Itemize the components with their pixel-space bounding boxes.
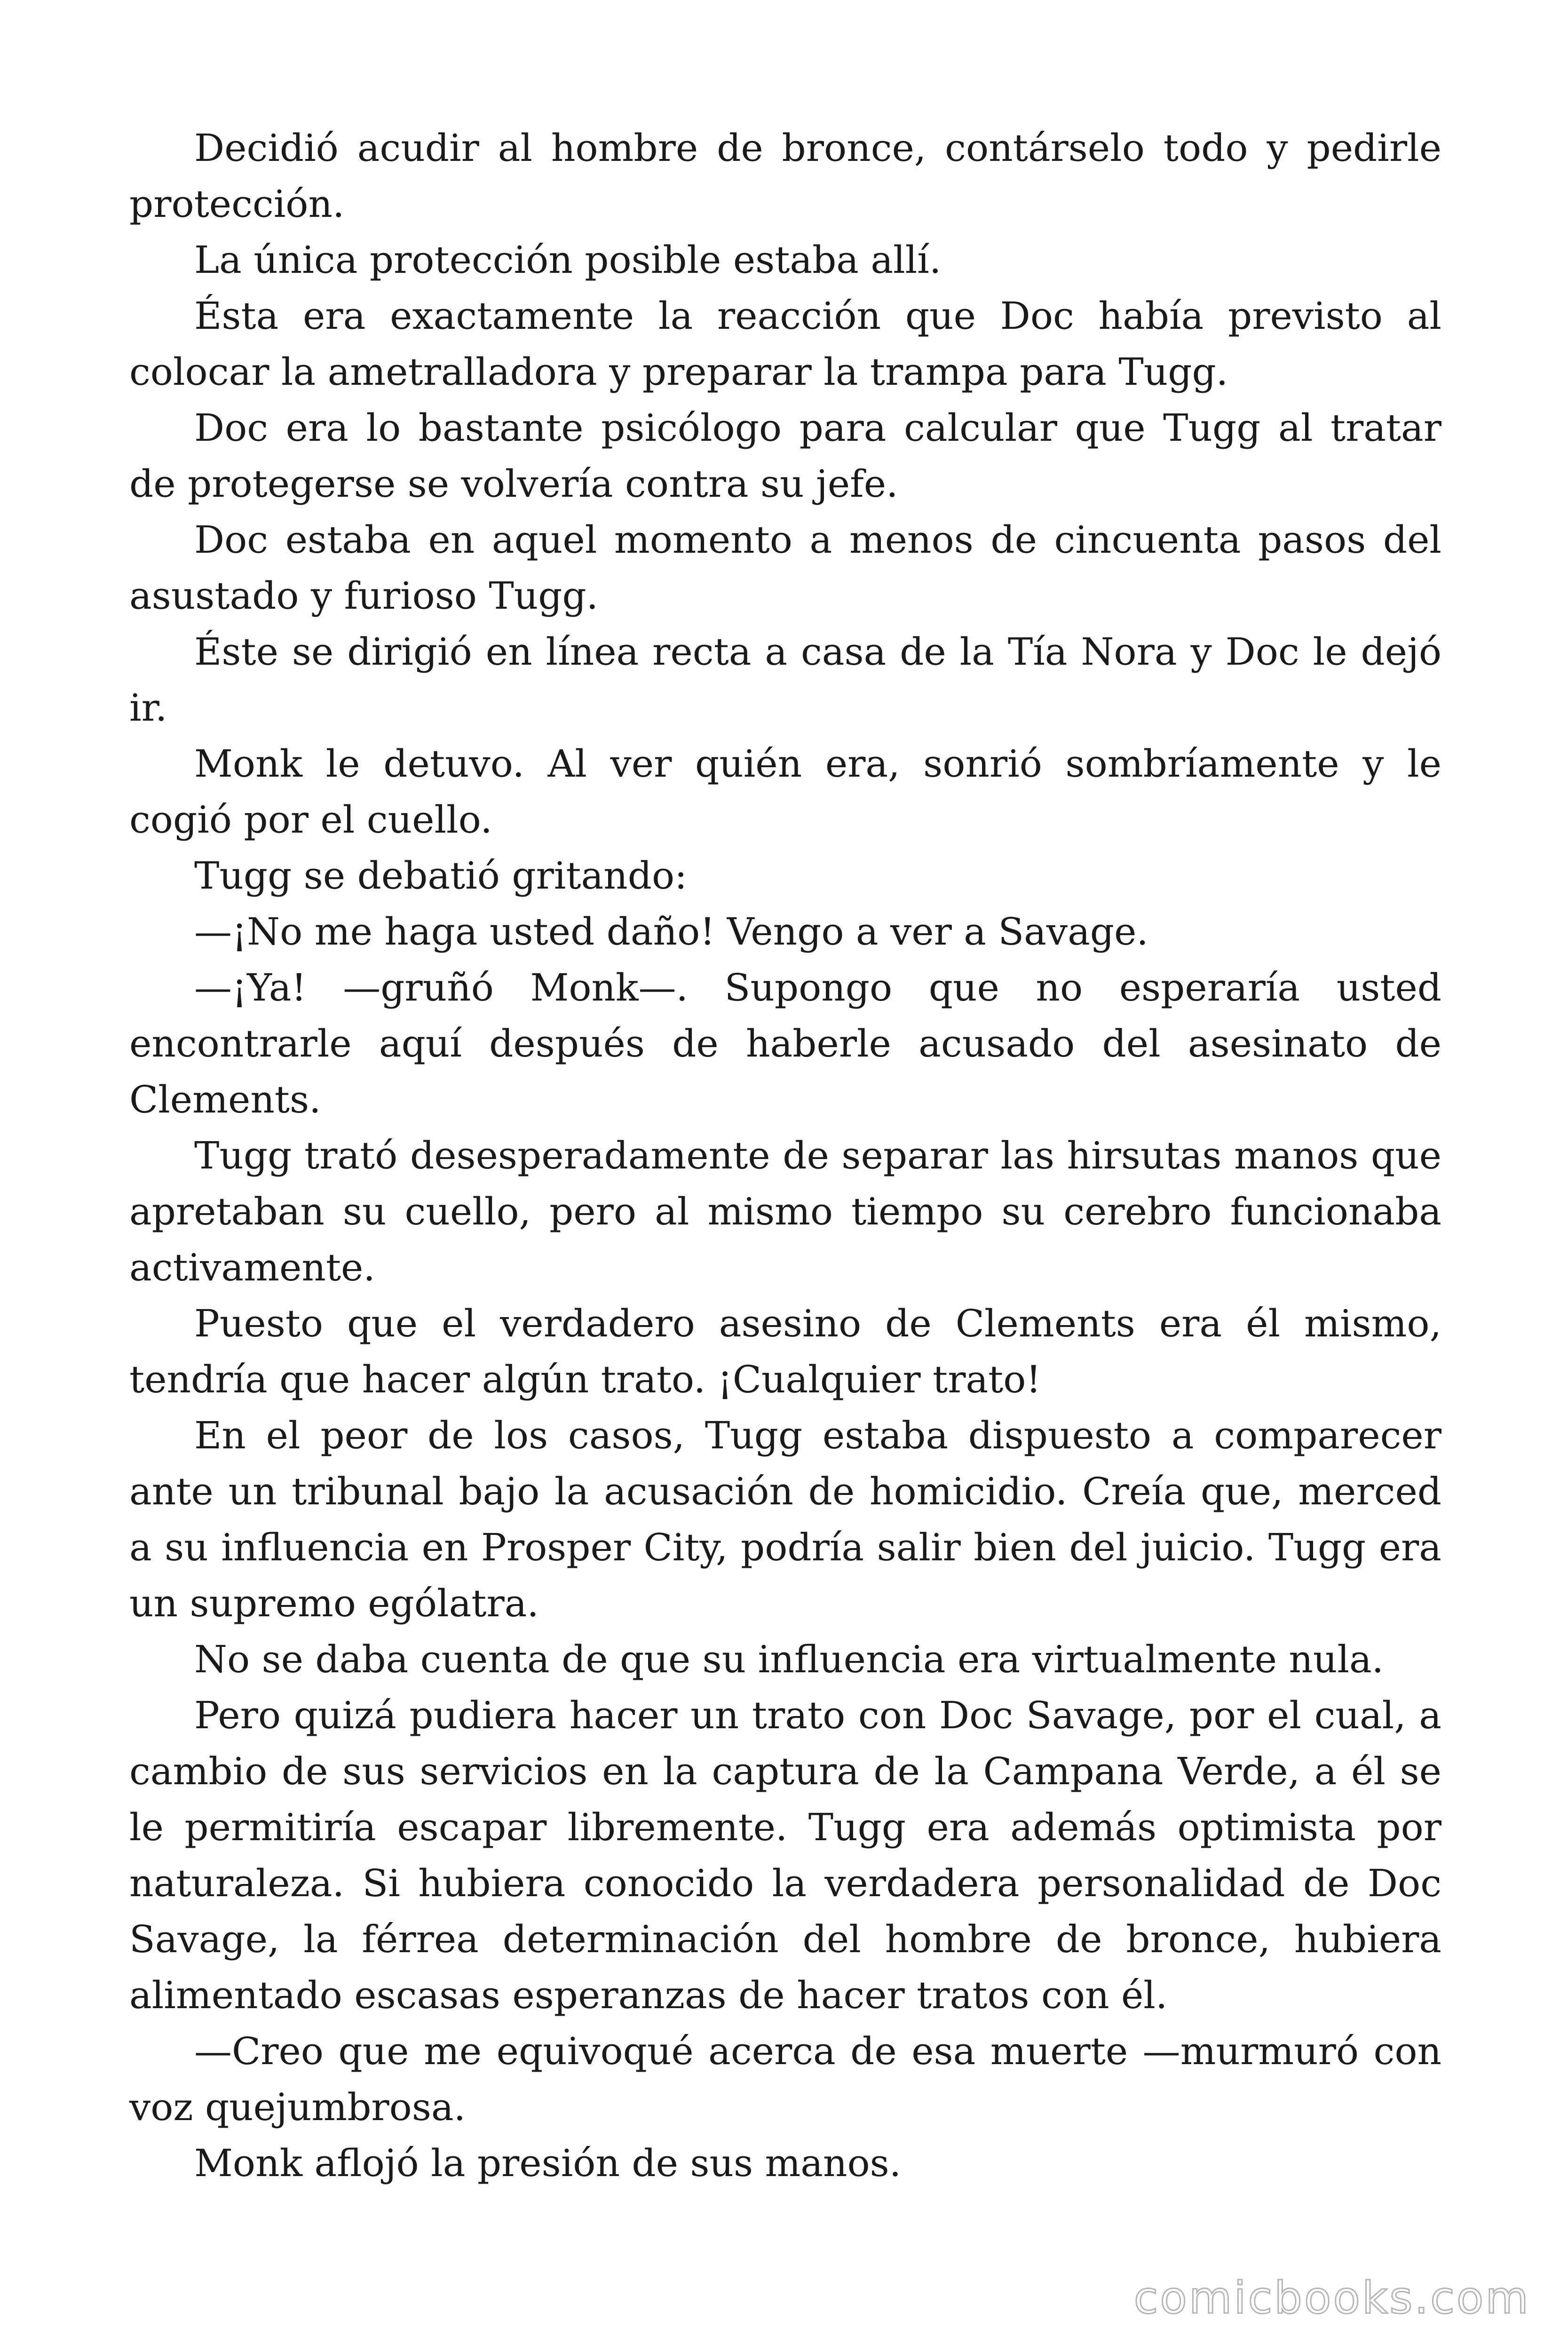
paragraph: Decidió acudir al hombre de bronce, contárselo todo y pedirle protección. xyxy=(129,126,1441,226)
paragraph: Ésta era exactamente la reacción que Doc había previsto al colocar la ametralladora y preparar la trampa para Tugg. xyxy=(129,294,1441,394)
paragraph: —¡Ya! —gruñó Monk—. Supongo que no esperaría usted encontrarle aquí después de haberle acusado del asesinato de Clements. xyxy=(129,966,1441,1121)
paragraph: Tugg trató desesperadamente de separar las hirsutas manos que apretaban su cuello, pero al mismo tiempo su cerebro funcionaba activamente. xyxy=(129,1134,1441,1289)
paragraph: —Creo que me equivoqué acerca de esa muerte —murmuró con voz quejumbrosa. xyxy=(129,2029,1441,2129)
paragraph: —¡No me haga usted daño! Vengo a ver a Savage. xyxy=(194,910,1148,954)
paragraph: Pero quizá pudiera hacer un trato con Doc Savage, por el cual, a cambio de sus servicios en la captura de la Campana Verde, a él se le permitiría escapar libremente. Tugg era además optimista por naturaleza. Si hubiera conocido la verdadera personalidad de Doc Savage, la férrea determinación del hombre de bronce, hubiera alimentado escasas esperanzas de hacer tratos con él. xyxy=(129,1693,1441,2017)
watermark: comicbooks.com xyxy=(1133,2273,1530,2324)
paragraph: En el peor de los casos, Tugg estaba dispuesto a comparecer ante un tribunal bajo la acusación de homicidio. Creía que, merced a su influencia en Prosper City, podría salir bien del juicio. Tugg era un supremo ególatra. xyxy=(129,1414,1441,1625)
paragraph: La única protección posible estaba allí. xyxy=(194,238,942,282)
paragraph: Monk le detuvo. Al ver quién era, sonrió sombríamente y le cogió por el cuello. xyxy=(129,742,1441,842)
paragraph: Tugg se debatió gritando: xyxy=(194,854,688,898)
paragraph: Doc era lo bastante psicólogo para calcular que Tugg al tratar de protegerse se volvería contra su jefe. xyxy=(129,406,1441,506)
body-text xyxy=(129,120,1441,2191)
paragraph: Doc estaba en aquel momento a menos de cincuenta pasos del asustado y furioso Tugg. xyxy=(129,518,1441,618)
paragraph: Monk aflojó la presión de sus manos. xyxy=(194,2141,902,2185)
paragraph: No se daba cuenta de que su influencia era virtualmente nula. xyxy=(194,1637,1384,1681)
paragraph: Éste se dirigió en línea recta a casa de la Tía Nora y Doc le dejó ir. xyxy=(129,630,1441,730)
paragraph: Puesto que el verdadero asesino de Clements era él mismo, tendría que hacer algún trato. ¡Cualquier trato! xyxy=(129,1302,1441,1401)
